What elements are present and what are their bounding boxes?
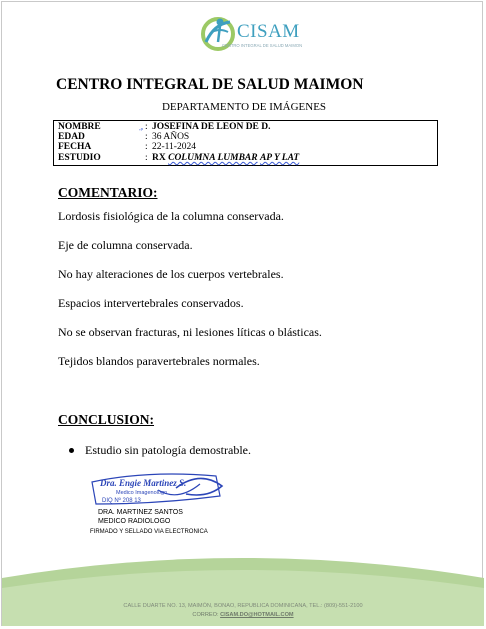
name-value: JOSEFINA DE LEON DE D. — [152, 122, 271, 132]
spellcheck-mark-icon: ᵥₚ — [139, 126, 144, 132]
logo-name: CISAM — [237, 21, 300, 42]
conclusion-heading: CONCLUSION: — [58, 412, 155, 427]
study-value — [152, 153, 299, 163]
study-prefix: RX — [152, 153, 166, 163]
page-frame — [1, 1, 483, 626]
footer-email-line — [0, 612, 486, 618]
patient-info-box — [53, 120, 438, 166]
footer-email-link[interactable]: CISAM.DO@HOTMAIL.COM — [220, 612, 294, 618]
age-label: EDAD — [58, 132, 85, 142]
comment-line: Lordosis fisiológica de la columna conservada. — [58, 209, 284, 223]
comment-line: No se observan fracturas, ni lesiones líticas o blásticas. — [58, 325, 322, 339]
conclusion-text: Estudio sin patología demostrable. — [85, 443, 251, 457]
comment-line: Espacios intervertebrales conservados. — [58, 296, 244, 310]
signature-note: FIRMADO Y SELLADO VIA ELECTRONICA — [90, 529, 208, 535]
bullet-icon — [69, 448, 74, 453]
comment-line: No hay alteraciones de los cuerpos vertebrales. — [58, 267, 284, 281]
comments-heading: COMENTARIO: — [58, 185, 158, 200]
center-title: CENTRO INTEGRAL DE SALUD MAIMON — [56, 76, 364, 93]
logo-tagline: CENTRO INTEGRAL DE SALUD MAIMON — [222, 43, 303, 48]
footer-email-label: CORREO: — [192, 612, 219, 618]
age-colon: : — [145, 132, 148, 142]
study-colon: : — [145, 153, 148, 163]
stamp-role: Medico Imagenologo — [116, 490, 168, 496]
signer-title: MEDICO RADIOLOGO — [98, 518, 171, 525]
name-colon: : — [145, 122, 148, 132]
comment-line: Tejidos blandos paravertebrales normales. — [58, 354, 260, 368]
study-italic: COLUMNA LUMBAR — [168, 153, 258, 163]
comment-line: Eje de columna conservada. — [58, 238, 193, 252]
date-label: FECHA — [58, 142, 92, 152]
stamp-id: DIQ Nº 208 13 — [102, 498, 141, 504]
stamp-name: Dra. Engie Martinez S. — [100, 478, 187, 488]
signer-name: DRA. MARTINEZ SANTOS — [98, 509, 183, 516]
name-label: NOMBRE — [58, 122, 101, 132]
study-suffix: AP Y LAT — [259, 153, 300, 163]
date-value: 22-11-2024 — [152, 142, 196, 152]
age-value: 36 AÑOS — [152, 132, 190, 142]
date-colon: : — [145, 142, 148, 152]
study-label: ESTUDIO — [58, 153, 101, 163]
department-title: DEPARTAMENTO DE IMÁGENES — [161, 101, 327, 113]
cisam-logo — [196, 12, 306, 54]
footer-address: CALLE DUARTE NO. 13, MAIMÓN, BONAO, REPUBLICA DOMINICANA, TEL.: (809)-551-2100 — [123, 603, 363, 609]
